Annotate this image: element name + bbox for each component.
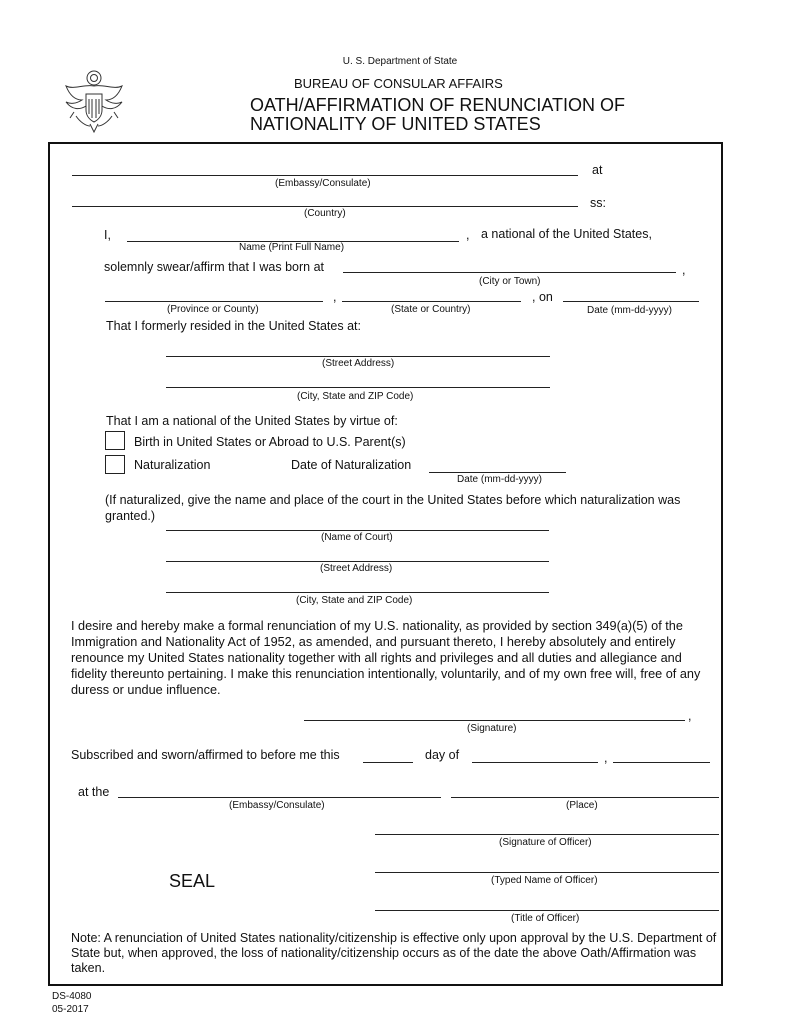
sworn-year-field[interactable] [613,762,710,763]
birth-province-field[interactable] [105,301,323,302]
court-instruction: (If naturalized, give the name and place of the court in the United States before which naturalization was granted.) [105,493,681,523]
signature-comma: , [688,709,692,723]
officer-title-caption: (Title of Officer) [511,913,580,924]
form-title-line2: NATIONALITY OF UNITED STATES [250,114,541,134]
bureau-name: BUREAU OF CONSULAR AFFAIRS [294,76,503,91]
province-caption: (Province or County) [167,304,259,315]
court-street-field[interactable] [166,561,549,562]
birth-city-comma: , [682,263,686,277]
birth-checkbox[interactable] [105,431,125,450]
state-caption: (State or Country) [391,304,471,315]
naturalization-date-field[interactable] [429,472,566,473]
embassy-consulate-caption: (Embassy/Consulate) [275,178,371,189]
state-department-seal [62,66,126,134]
residence-city-field[interactable] [166,387,550,388]
birth-city-caption: (City or Town) [479,276,541,287]
naturalization-option-label: Naturalization [134,458,211,472]
at-label: at [592,163,603,177]
sworn-place-caption: (Place) [566,800,598,811]
officer-signature-field[interactable] [375,834,719,835]
full-name-caption: Name (Print Full Name) [239,242,345,253]
form-title-line1: OATH/AFFIRMATION OF RENUNCIATION OF [250,95,625,115]
at-the-label: at the [78,785,110,799]
birth-city-field[interactable] [343,272,676,273]
seal-label: SEAL [169,871,216,891]
court-name-field[interactable] [166,530,549,531]
residence-city-caption: (City, State and ZIP Code) [297,391,414,402]
naturalization-date-label: Date of Naturalization [291,458,412,472]
sworn-embassy-field[interactable] [118,797,441,798]
nationality-text: That I am a national of the United States by virtue of: [106,414,398,428]
court-name-caption: (Name of Court) [321,532,393,543]
province-comma: , [333,290,337,304]
birth-state-field[interactable] [342,301,521,302]
department-name: U. S. Department of State [342,56,458,67]
residence-street-field[interactable] [166,356,550,357]
embassy-consulate-field[interactable] [72,175,578,176]
sworn-place-field[interactable] [451,797,719,798]
form-revision-date: 05-2017 [52,1004,89,1015]
court-city-field[interactable] [166,592,549,593]
residence-text: That I formerly resided in the United States at: [106,319,361,333]
note-text: Note: A renunciation of United States nationality/citizenship is effective only upon approval by the U.S. Department of State but, when approved, the loss of nationality/citizenship occurs as of the date the above Oath/Affirmation was taken. [71,931,717,975]
i-label: I, [104,228,111,242]
court-street-caption: (Street Address) [320,563,393,574]
country-field[interactable] [72,206,578,207]
name-comma: , [466,228,470,242]
naturalization-checkbox[interactable] [105,455,125,474]
sworn-embassy-caption: (Embassy/Consulate) [229,800,325,811]
sworn-day-field[interactable] [363,762,413,763]
officer-signature-caption: (Signature of Officer) [499,837,592,848]
birth-date-caption: Date (mm-dd-yyyy) [587,305,673,316]
on-label: , on [532,290,553,304]
born-text: solemnly swear/affirm that I was born at [104,260,324,274]
naturalization-date-caption: Date (mm-dd-yyyy) [457,474,543,485]
national-text: a national of the United States, [481,227,652,241]
birth-date-field[interactable] [563,301,699,302]
country-caption: (Country) [304,208,346,219]
form-number: DS-4080 [52,991,92,1002]
ss-label: ss: [590,196,606,210]
residence-street-caption: (Street Address) [322,358,395,369]
birth-option-label: Birth in United States or Abroad to U.S. Parent(s) [134,435,406,449]
officer-name-caption: (Typed Name of Officer) [491,875,598,886]
day-of-label: day of [425,748,460,762]
month-comma: , [604,751,608,765]
sworn-text: Subscribed and sworn/affirmed to before me this [71,748,340,762]
renunciation-declaration: I desire and hereby make a formal renunciation of my U.S. nationality, as provided by section 349(a)(5) of the Immigration and Nationality Act of 1952, as amended, and pursuant thereto, I hereby absolutely and entirely renounce my United States nationality together with all rights and privileges and all duties and allegiance and fidelity thereunto pertaining. I make this renunciation intentionally, voluntarily, and of my own free will, free of any duress or undue influence. [71,619,701,697]
officer-name-field[interactable] [375,872,719,873]
sworn-month-field[interactable] [472,762,598,763]
signature-field[interactable] [304,720,685,721]
officer-title-field[interactable] [375,910,719,911]
court-city-caption: (City, State and ZIP Code) [296,595,413,606]
signature-caption: (Signature) [467,723,517,734]
